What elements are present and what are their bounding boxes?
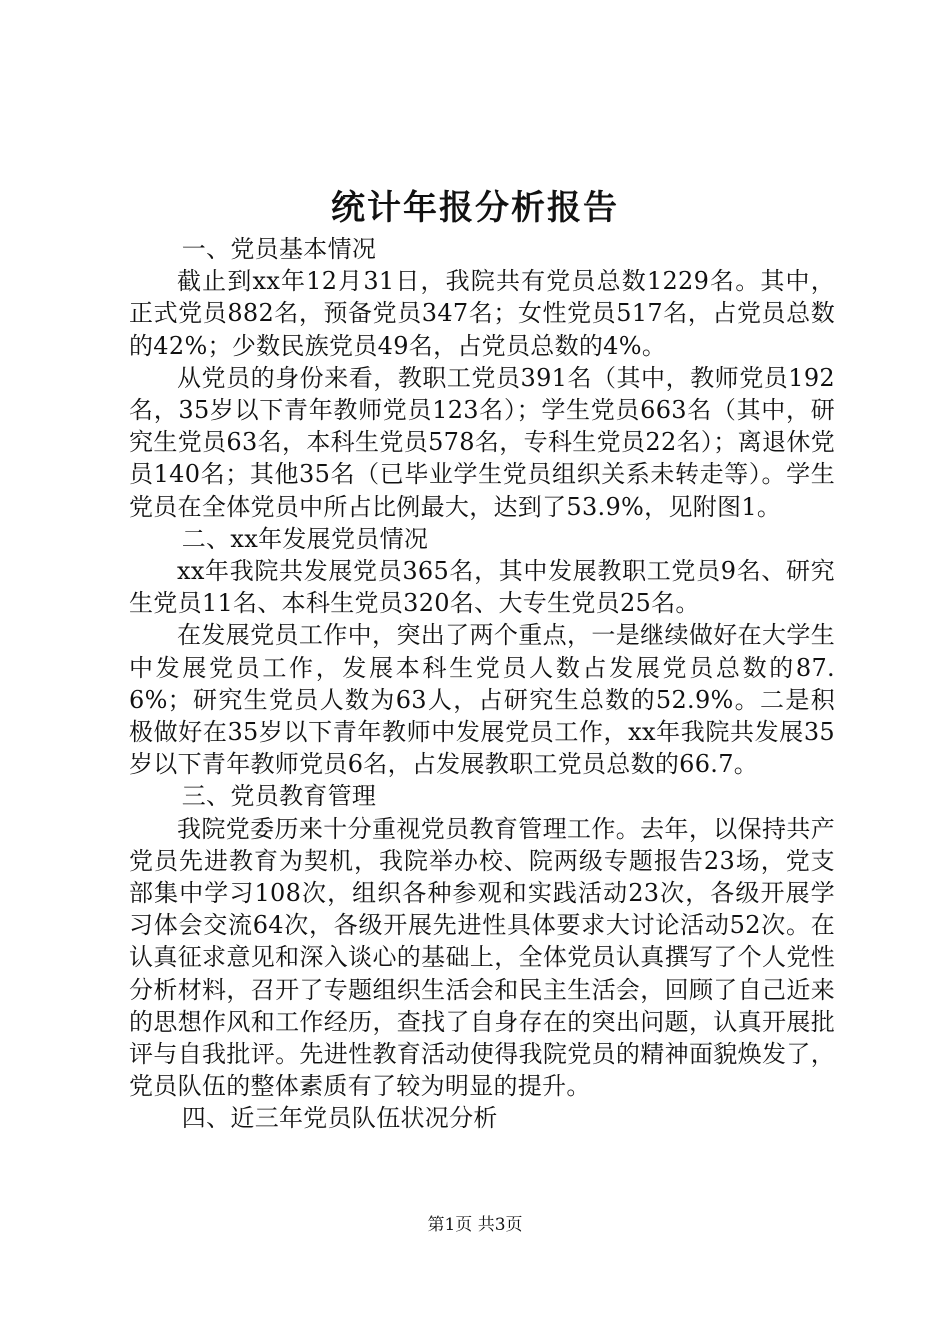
section-heading-1: 一、党员基本情况 bbox=[181, 235, 377, 263]
document-title: 统计年报分析报告 bbox=[331, 188, 619, 228]
page-footer: 第1页 共3页 bbox=[427, 1215, 523, 1235]
section-heading-4: 四、近三年党员队伍状况分析 bbox=[181, 1104, 498, 1133]
section-heading-3: 三、党员教育管理 bbox=[181, 782, 377, 811]
paragraph-development-totals: xx年我院共发展党员365名，其中发展教职工党员9名、研究生党员11名、本科生党员320名、大专生党员25名。 bbox=[129, 557, 835, 618]
paragraph-development-focus: 在发展党员工作中，突出了两个重点，一是继续做好在大学生中发展党员工作，发展本科生党员人数占发展党员总数的87.6%；研究生党员人数为63人，占研究生总数的52.9%。二是积极做好在35岁以下青年教师中发展党员工作，xx年我院共发展35岁以下青年教师党员6名，占发展教职工党员总数的66.7。 bbox=[129, 621, 835, 779]
document-body bbox=[129, 233, 835, 1135]
paragraph-member-identity: 从党员的身份来看，教职工党员391名（其中，教师党员192名，35岁以下青年教师党员123名）；学生党员663名（其中，研究生党员63名，本科生党员578名，专科生党员22名）；离退休党员140名；其他35名（已毕业学生党员组织关系未转走等）。学生党员在全体党员中所占比例最大，达到了53.9%，见附图1。 bbox=[129, 363, 835, 521]
paragraph-member-totals: 截止到xx年12月31日，我院共有党员总数1229名。其中，正式党员882名，预备党员347名；女性党员517名，占党员总数的42%；少数民族党员49名，占党员总数的4%。 bbox=[129, 267, 835, 360]
section-heading-2: 二、xx年发展党员情况 bbox=[181, 524, 429, 553]
paragraph-education-management: 我院党委历来十分重视党员教育管理工作。去年，以保持共产党员先进教育为契机，我院举办校、院两级专题报告23场，党支部集中学习108次，组织各种参观和实践活动23次，各级开展学习体会交流64次，各级开展先进性具体要求大讨论活动52次。在认真征求意见和深入谈心的基础上，全体党员认真撰写了个人党性分析材料，召开了专题组织生活会和民主生活会，回顾了自己近来的思想作风和工作经历，查找了自身存在的突出问题，认真开展批评与自我批评。先进性教育活动使得我院党员的精神面貌焕发了，党员队伍的整体素质有了较为明显的提升。 bbox=[129, 814, 835, 1101]
